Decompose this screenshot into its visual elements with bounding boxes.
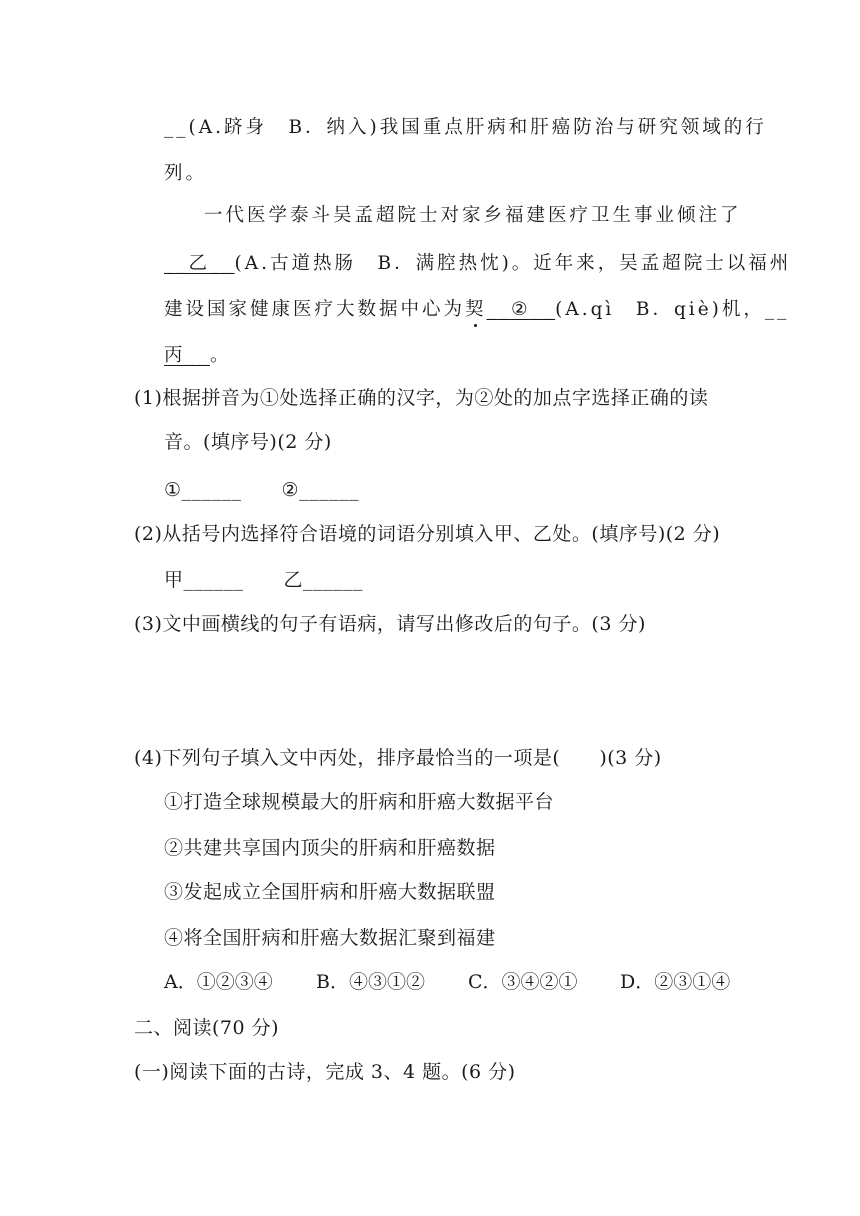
section-2-subheading: (一)阅读下面的古诗，完成 3、4 题。(6 分)	[134, 1061, 516, 1083]
passage-line-4	[164, 252, 791, 276]
option-c[interactable]: C．③④②①	[468, 971, 578, 993]
question-1-answers: ①______ ②______	[164, 479, 360, 501]
passage-line-1-text: (A.跻身 B．纳入)我国重点肝病和肝癌防治与研究领域的行	[188, 117, 767, 138]
question-4-item-1: ①打造全球规模最大的肝病和肝癌大数据平台	[164, 791, 555, 813]
blank-2: __②__	[486, 299, 556, 320]
question-4-item-3: ③发起成立全国肝病和肝癌大数据联盟	[164, 881, 496, 903]
passage-line-6: 丙__。	[164, 345, 232, 366]
passage-line-5: 建设国家健康医疗大数据中心为契__②__(A.qì B．qiè)机，__	[164, 299, 790, 320]
dotted-char: 契	[465, 299, 487, 320]
passage-line-4-text: (A.古道热肠 B．满腔热忱)。近年来，吴孟超院士以福州	[234, 253, 792, 274]
option-b[interactable]: B．④③①②	[316, 971, 425, 993]
question-2-line-1: (2)从括号内选择符合语境的词语分别填入甲、乙处。(填序号)(2 分)	[134, 523, 721, 545]
blank-1: __	[164, 117, 189, 138]
question-1-line-1: (1)根据拼音为①处选择正确的汉字，为②处的加点字选择正确的读	[134, 387, 709, 409]
passage-line-3: 一代医学泰斗吴孟超院士对家乡福建医疗卫生事业倾注了	[204, 205, 742, 226]
question-1-line-2: 音。(填序号)(2 分)	[164, 431, 332, 453]
passage-line-2: 列。	[164, 163, 208, 184]
question-4-item-4: ④将全国肝病和肝癌大数据汇聚到福建	[164, 927, 496, 949]
section-2-heading: 二、阅读(70 分)	[134, 1017, 280, 1039]
answer-blank-yi[interactable]: ______	[303, 569, 364, 591]
answer-blank-1[interactable]: ______	[181, 479, 242, 501]
passage-line-1	[164, 116, 767, 140]
question-2-answers: 甲______ 乙______	[164, 569, 364, 591]
option-d[interactable]: D．②③①④	[620, 971, 731, 993]
answer-blank-2[interactable]: ______	[299, 479, 360, 501]
question-4-item-2: ②共建共享国内顶尖的肝病和肝癌数据	[164, 837, 496, 859]
answer-blank-jia[interactable]: ______	[183, 569, 244, 591]
question-4-line-1: (4)下列句子填入文中丙处，排序最恰当的一项是( )(3 分)	[134, 747, 662, 769]
question-3-line-1: (3)文中画横线的句子有语病，请写出修改后的句子。(3 分)	[134, 613, 646, 635]
blank-trailing: __	[764, 299, 790, 320]
option-a[interactable]: A．①②③④	[164, 971, 273, 993]
blank-bing: 丙__	[164, 345, 211, 366]
blank-yi: __乙__	[164, 253, 235, 274]
